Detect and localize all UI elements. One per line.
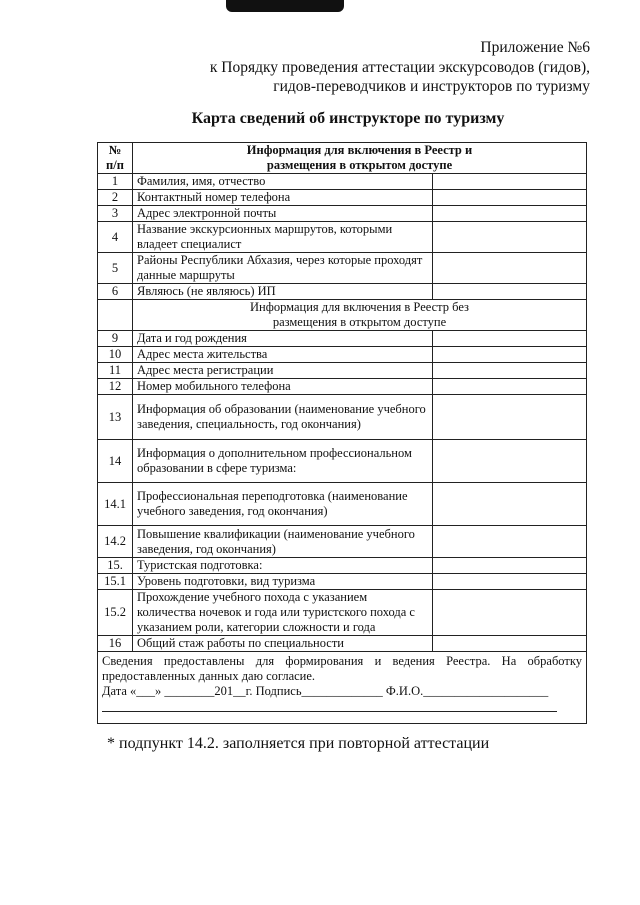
header-public: Информация для включения в Реестр и размещения в открытом доступе: [133, 143, 587, 174]
table-row: [98, 558, 587, 574]
row-number: 10: [98, 347, 133, 363]
row-number: 14: [98, 440, 133, 483]
row-value-field[interactable]: [433, 574, 587, 590]
table-row: [98, 174, 587, 190]
row-label: Уровень подготовки, вид туризма: [133, 574, 433, 590]
info-card-table: [97, 142, 587, 724]
table-row: [98, 574, 587, 590]
row-value-field[interactable]: [433, 363, 587, 379]
table-row: [98, 379, 587, 395]
row-label: Адрес электронной почты: [133, 206, 433, 222]
row-value-field[interactable]: [433, 395, 587, 440]
footnote: * подпункт 14.2. заполняется при повторной аттестации: [107, 735, 490, 752]
row-number: 14.2: [98, 526, 133, 558]
row-number: 15.1: [98, 574, 133, 590]
row-label: Номер мобильного телефона: [133, 379, 433, 395]
blank-line[interactable]: [102, 699, 557, 712]
row-value-field[interactable]: [433, 206, 587, 222]
row-number: 13: [98, 395, 133, 440]
row-number: 11: [98, 363, 133, 379]
row-number: 12: [98, 379, 133, 395]
appendix-line: к Порядку проведения аттестации экскурсоводов (гидов),: [209, 58, 590, 76]
row-value-field[interactable]: [433, 253, 587, 284]
row-number: 6: [98, 284, 133, 300]
table-row: [98, 284, 587, 300]
appendix-line: гидов-переводчиков и инструкторов по туризму: [273, 78, 590, 95]
row-number: 14.1: [98, 483, 133, 526]
row-value-field[interactable]: [433, 190, 587, 206]
table-row: [98, 526, 587, 558]
row-number: 3: [98, 206, 133, 222]
row-number: 9: [98, 331, 133, 347]
consent-text: Сведения предоставлены для формирования и ведения Реестра. На обработку: [102, 654, 582, 668]
row-label: Дата и год рождения: [133, 331, 433, 347]
row-value-field[interactable]: [433, 284, 587, 300]
table-row: [98, 347, 587, 363]
page-title: Карта сведений об инструкторе по туризму: [191, 110, 505, 127]
row-label: Туристская подготовка:: [133, 558, 433, 574]
row-value-field[interactable]: [433, 440, 587, 483]
consent-row: [98, 652, 587, 724]
row-label: Профессиональная переподготовка (наименование учебного заведения, год окончания): [133, 483, 433, 526]
table-row: [98, 190, 587, 206]
row-number: 4: [98, 222, 133, 253]
row-value-field[interactable]: [433, 483, 587, 526]
row-label: Районы Республики Абхазия, через которые проходят данные маршруты: [133, 253, 433, 284]
row-label: Название экскурсионных маршрутов, которыми владеет специалист: [133, 222, 433, 253]
header-private: Информация для включения в Реестр без размещения в открытом доступе: [133, 300, 587, 331]
row-label: Адрес места регистрации: [133, 363, 433, 379]
row-label: Общий стаж работы по специальности: [133, 636, 433, 652]
table-row: [98, 590, 587, 636]
scan-artifact: [226, 0, 344, 12]
row-number: 15.: [98, 558, 133, 574]
row-number: 16: [98, 636, 133, 652]
table-row: [98, 395, 587, 440]
appendix-header: [210, 38, 590, 97]
table-row: [98, 440, 587, 483]
table-row: [98, 636, 587, 652]
row-number: 15.2: [98, 590, 133, 636]
row-label: Прохождение учебного похода с указанием количества ночевок и года или туристского похода с указанием роли, категории сложности и года: [133, 590, 433, 636]
row-value-field[interactable]: [433, 558, 587, 574]
appendix-number: Приложение №6: [480, 39, 590, 56]
row-label: Адрес места жительства: [133, 347, 433, 363]
section-header-row: [98, 300, 587, 331]
row-number: 1: [98, 174, 133, 190]
row-label: Являюсь (не являюсь) ИП: [133, 284, 433, 300]
row-label: Информация об образовании (наименование учебного заведения, специальность, год окончания): [133, 395, 433, 440]
table-row: [98, 206, 587, 222]
row-number: 2: [98, 190, 133, 206]
row-value-field[interactable]: [433, 174, 587, 190]
row-value-field[interactable]: [433, 379, 587, 395]
row-value-field[interactable]: [433, 347, 587, 363]
row-value-field[interactable]: [433, 331, 587, 347]
header-number: № п/п: [98, 143, 133, 174]
table-row: [98, 363, 587, 379]
row-label: Информация о дополнительном профессиональном образовании в сфере туризма:: [133, 440, 433, 483]
table-row: [98, 331, 587, 347]
row-value-field[interactable]: [433, 526, 587, 558]
row-value-field[interactable]: [433, 590, 587, 636]
row-number: 5: [98, 253, 133, 284]
table-row: [98, 483, 587, 526]
table-header-row: [98, 143, 587, 174]
table-row: [98, 253, 587, 284]
row-label: Контактный номер телефона: [133, 190, 433, 206]
row-value-field[interactable]: [433, 222, 587, 253]
table-row: [98, 222, 587, 253]
signature-line[interactable]: Дата «___» ________201__г. Подпись_____________ Ф.И.О.____________________: [102, 684, 549, 698]
row-label: Фамилия, имя, отчество: [133, 174, 433, 190]
row-label: Повышение квалификации (наименование учебного заведения, год окончания): [133, 526, 433, 558]
row-value-field[interactable]: [433, 636, 587, 652]
consent-text: предоставленных данных даю согласие.: [102, 669, 316, 683]
